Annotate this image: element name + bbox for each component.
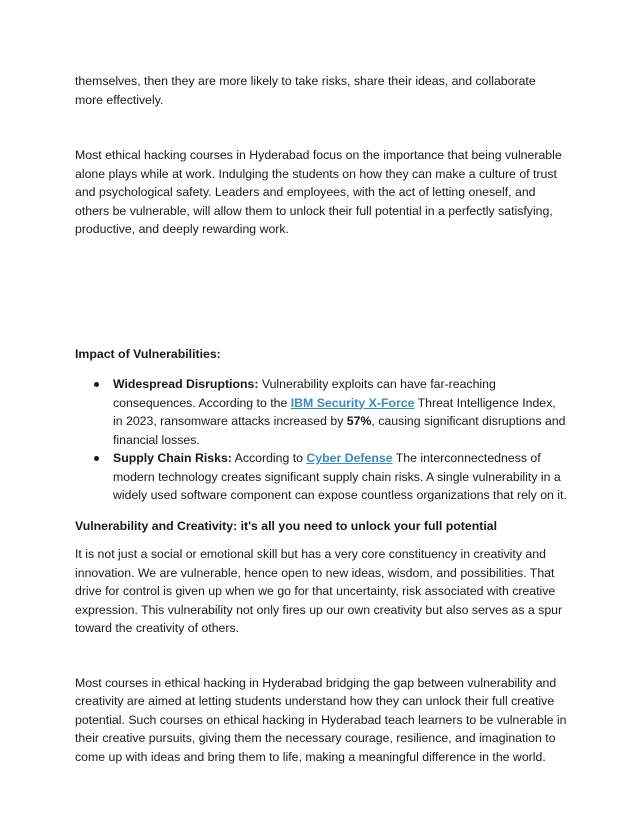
bullet-text: Vulnerability exploits can have far-reaching consequences. According to the: [113, 377, 496, 410]
ibm-security-link[interactable]: IBM Security X-Force: [290, 395, 415, 410]
bullet-label: Widespread Disruptions:: [113, 377, 259, 391]
list-item-supply-chain-risks: [113, 449, 567, 505]
bullet-label: Supply Chain Risks:: [113, 451, 232, 465]
bullet-text: The interconnectedness of modern technology creates significant supply chain risks. A single vulnerability in a widely used software component can expose countless organizations that rely on it.: [113, 451, 567, 502]
creativity-heading: Vulnerability and Creativity: it's all you need to unlock your full potential: [75, 518, 497, 533]
cyber-defense-link[interactable]: Cyber Defense: [306, 451, 393, 465]
impact-heading: Impact of Vulnerabilities:: [75, 346, 221, 361]
stat-value: 57%: [346, 414, 372, 428]
bullet-text: Threat Intelligence Index, in 2023, ransomware attacks increased by: [113, 395, 556, 428]
list-item-widespread-disruptions: [113, 375, 567, 449]
paragraph-courses-focus: Most ethical hacking courses in Hyderabad focus on the importance that being vulnerable alone plays while at work. Indulging the students on how they can make a culture of trust and psychological safety. Leaders and employees, with the act of letting oneself, and others be vulnerable, will allow them to unlock their full potential in a perfectly satisfying, productive, and deeply rewarding work.: [75, 148, 562, 236]
paragraph-intro: themselves, then they are more likely to take risks, share their ideas, and collaborate more effectively.: [75, 74, 536, 107]
bullet-text: According to: [231, 451, 307, 465]
impact-list: [75, 375, 567, 505]
paragraph-creativity: It is not just a social or emotional skill but has a very core constituency in creativity and innovation. We are vulnerable, hence open to new ideas, wisdom, and possibilities. That drive for control is given up when we go for that uncertainty, risk associated with creative expression. This vulnerability not only fires up our own creativity but also serves as a spur toward the creativity of others.: [75, 547, 563, 635]
bullet-text: , causing significant disruptions and financial losses.: [113, 414, 566, 447]
document-page: [75, 72, 567, 766]
paragraph-courses-creativity: Most courses in ethical hacking in Hyderabad bridging the gap between vulnerability and creativity are aimed at letting students understand how they can unlock their full creative potential. Such courses on ethical hacking in Hyderabad teach learners to be vulnerable in their creative pursuits, giving them the necessary courage, resilience, and imagination to come up with ideas and bring them to life, making a meaningful difference in the world.: [75, 675, 567, 764]
